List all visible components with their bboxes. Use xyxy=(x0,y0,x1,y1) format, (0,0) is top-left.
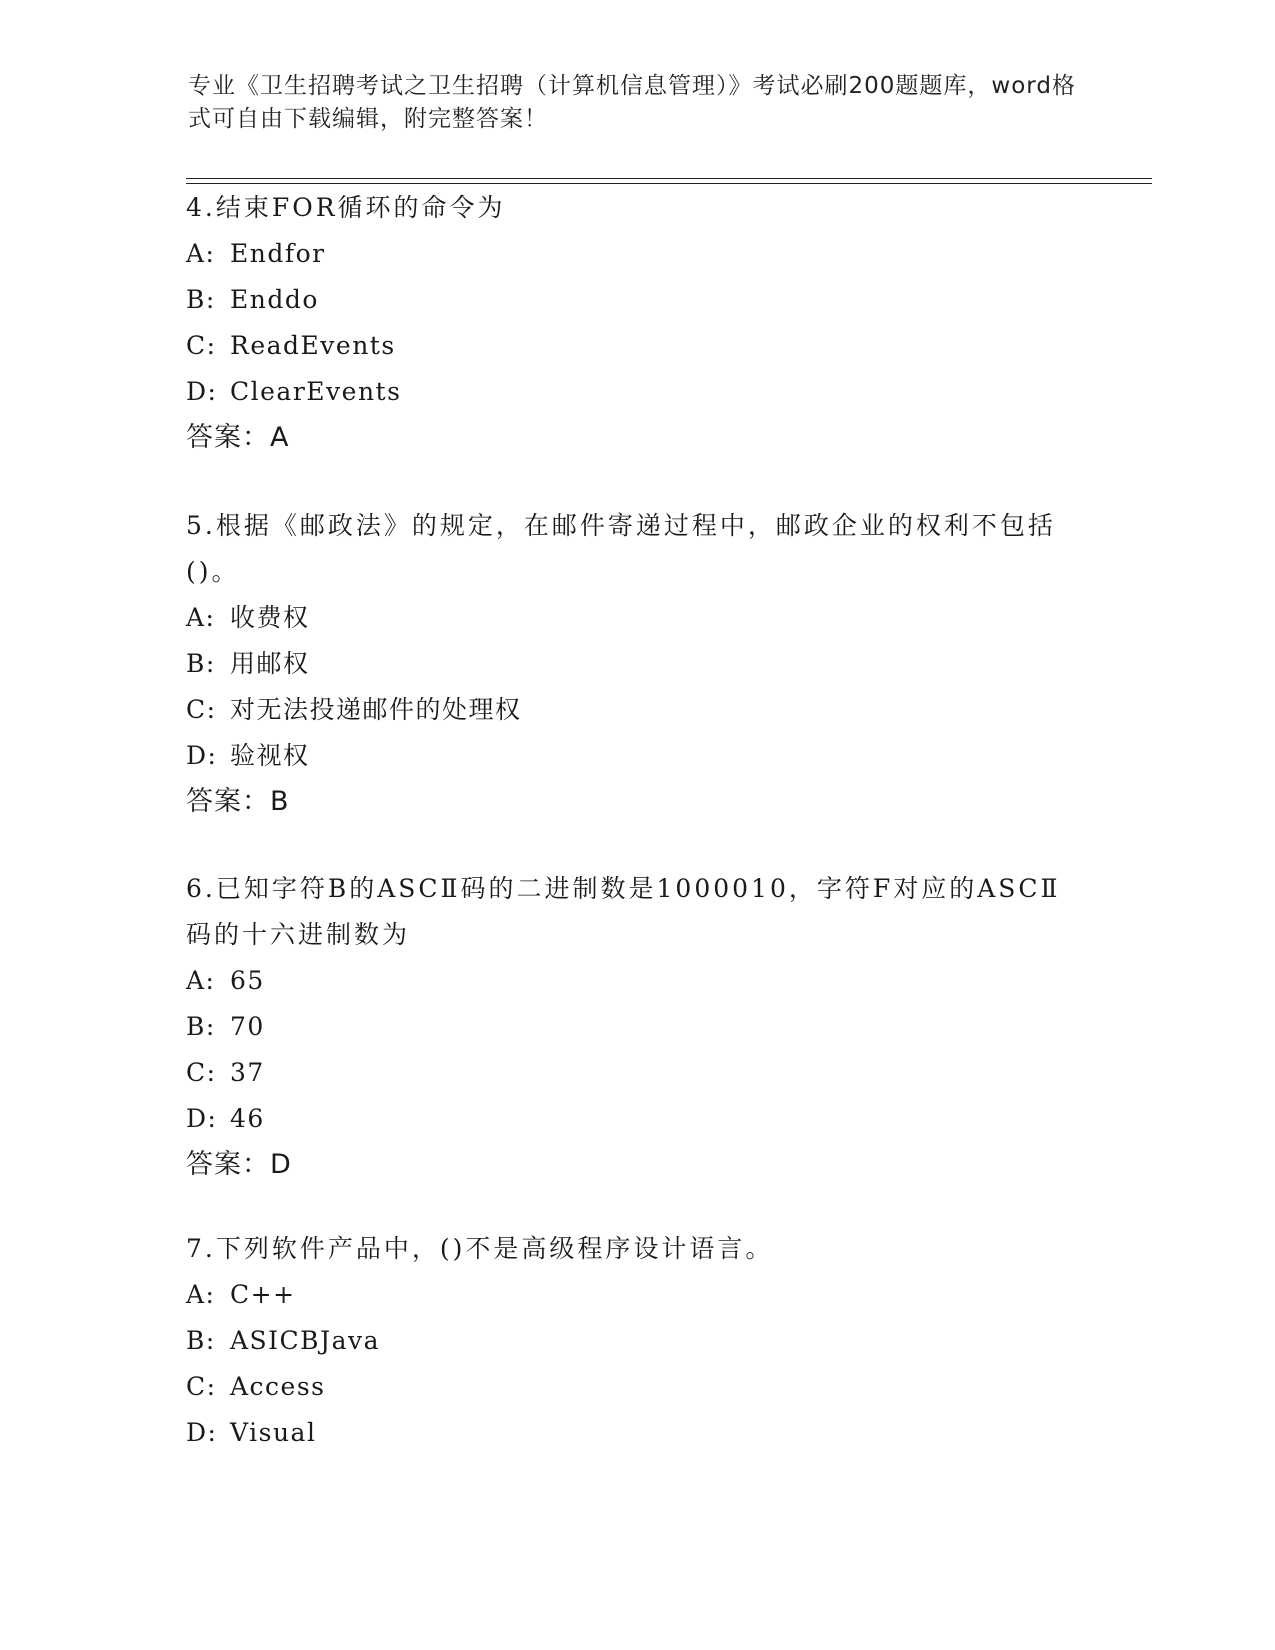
option-text: Enddo xyxy=(230,285,319,314)
question-stem: 5.根据《邮政法》的规定，在邮件寄递过程中，邮政企业的权利不包括()。 xyxy=(186,511,1056,586)
option-letter: A: xyxy=(186,603,216,632)
option-d xyxy=(186,733,1086,779)
option-text: Access xyxy=(230,1372,326,1401)
option-b xyxy=(186,641,1086,687)
option-b xyxy=(186,1318,1086,1364)
option-text: Endfor xyxy=(230,239,326,268)
option-a xyxy=(186,1272,1086,1318)
option-b xyxy=(186,1004,1086,1050)
header-divider xyxy=(186,178,1152,184)
option-text: 收费权 xyxy=(230,603,310,632)
option-d xyxy=(186,369,1086,415)
option-text: 70 xyxy=(230,1012,265,1041)
question-7 xyxy=(186,1226,1086,1456)
question-6 xyxy=(186,866,1086,1188)
option-a xyxy=(186,595,1086,641)
option-text: 用邮权 xyxy=(230,649,310,678)
option-text: 46 xyxy=(230,1104,265,1133)
option-letter: D: xyxy=(186,741,218,770)
option-b xyxy=(186,277,1086,323)
option-letter: D: xyxy=(186,377,218,406)
question-stem: 6.已知字符B的ASCⅡ码的二进制数是1000010，字符F对应的ASCⅡ码的十六进制数为 xyxy=(186,874,1061,949)
option-a xyxy=(186,958,1086,1004)
option-letter: C: xyxy=(186,1058,217,1087)
option-text: ClearEvents xyxy=(230,377,402,406)
option-letter: C: xyxy=(186,1372,217,1401)
option-text: 65 xyxy=(230,966,265,995)
option-letter: C: xyxy=(186,695,217,724)
option-letter: D: xyxy=(186,1104,218,1133)
option-letter: B: xyxy=(186,285,216,314)
option-letter: B: xyxy=(186,1012,216,1041)
option-letter: A: xyxy=(186,1280,216,1309)
option-letter: A: xyxy=(186,966,216,995)
option-text: 验视权 xyxy=(230,741,310,770)
option-letter: D: xyxy=(186,1418,218,1447)
option-d xyxy=(186,1410,1086,1456)
question-stem: 7.下列软件产品中，()不是高级程序设计语言。 xyxy=(186,1234,774,1263)
question-4 xyxy=(186,185,1086,461)
option-letter: A: xyxy=(186,239,216,268)
option-text: C++ xyxy=(230,1280,296,1309)
question-5 xyxy=(186,503,1086,825)
option-d xyxy=(186,1096,1086,1142)
option-c xyxy=(186,687,1086,733)
answer-label: 答案：B xyxy=(186,786,290,817)
option-letter: C: xyxy=(186,331,217,360)
option-text: ReadEvents xyxy=(230,331,396,360)
option-letter: B: xyxy=(186,649,216,678)
option-text: ASICBJava xyxy=(230,1326,381,1355)
option-c xyxy=(186,1364,1086,1410)
option-letter: B: xyxy=(186,1326,216,1355)
document-header: 专业《卫生招聘考试之卫生招聘（计算机信息管理）》考试必刷200题题库，word格式可自由下载编辑，附完整答案！ xyxy=(188,73,1076,132)
option-text: Visual xyxy=(230,1418,317,1447)
option-a xyxy=(186,231,1086,277)
option-text: 37 xyxy=(230,1058,265,1087)
question-stem: 4.结束FOR循环的命令为 xyxy=(186,193,506,222)
answer-label: 答案：A xyxy=(186,422,290,453)
option-c xyxy=(186,323,1086,369)
answer-label: 答案：D xyxy=(186,1149,292,1180)
option-text: 对无法投递邮件的处理权 xyxy=(230,695,522,724)
option-c xyxy=(186,1050,1086,1096)
